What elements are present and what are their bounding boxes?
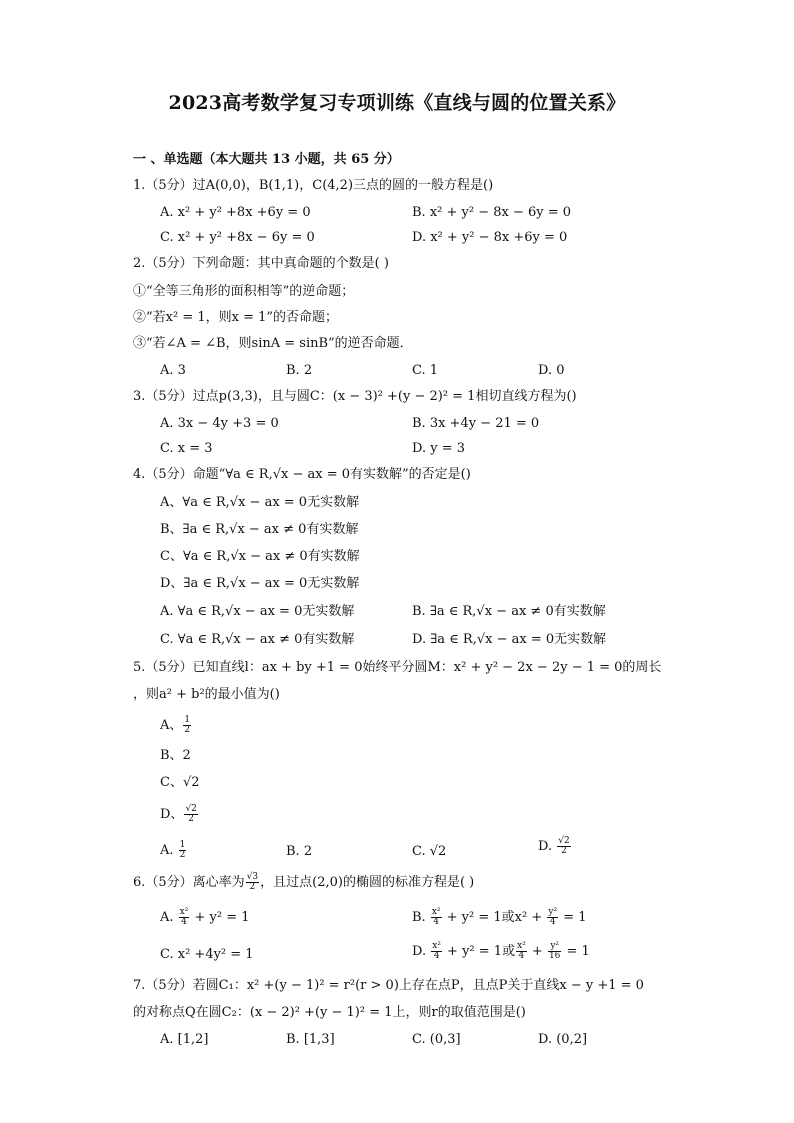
q5-list-b: B、2	[160, 748, 191, 763]
q4-option-c: C. ∀a ∈ R,√x − ax ≠ 0有实数解	[160, 632, 355, 647]
q4-option-a: A. ∀a ∈ R,√x − ax = 0无实数解	[160, 604, 355, 619]
q4-list-d: D、∃a ∈ R,√x − ax = 0无实数解	[160, 576, 360, 591]
q1-option-d: D. x² + y² − 8x +6y = 0	[412, 230, 568, 245]
q7-option-d: D. (0,2]	[538, 1032, 588, 1047]
q6-option-c: C. x² +4y² = 1	[160, 947, 254, 962]
q5-option-c: C. √2	[412, 844, 447, 859]
question-2-stem: 2.（5分）下列命题：其中真命题的个数是( )	[133, 256, 389, 271]
q5-option-d: D. $\frac{√2}{2}$	[538, 836, 570, 856]
q4-list-a: A、∀a ∈ R,√x − ax = 0无实数解	[160, 495, 360, 510]
q5-option-a: A. $\frac{1}{2}$	[160, 840, 186, 860]
q3-option-d: D. y = 3	[412, 441, 465, 456]
q4-option-d: D. ∃a ∈ R,√x − ax = 0无实数解	[412, 632, 607, 647]
question-7-stem-line-2: 的对称点Q在圆C₂：(x − 2)² +(y − 1)² = 1上，则r的取值范围是()	[133, 1005, 526, 1020]
q1-option-a: A. x² + y² +8x +6y = 0	[160, 205, 311, 220]
question-6-stem: 6.（5分）离心率为 $\frac{√3}{2}$ ，且过点(2,0)的椭圆的标准方程是( )	[133, 872, 475, 892]
q2-option-b: B. 2	[286, 363, 313, 378]
q4-option-b: B. ∃a ∈ R,√x − ax ≠ 0有实数解	[412, 604, 606, 619]
q7-option-b: B. [1,3]	[286, 1032, 335, 1047]
q6-option-d: D. $\frac{\text{x²}}{4}$ + y² = 1或 $\frac{\text{x²}}{4}$ + $\frac{\text{y²}}{16}$ = 1	[412, 941, 590, 961]
q2-option-d: D. 0	[538, 363, 565, 378]
q1-option-c: C. x² + y² +8x − 6y = 0	[160, 230, 315, 245]
question-5-stem-line-2: ，则a² + b²的最小值为()	[133, 687, 280, 702]
q3-option-a: A. 3x − 4y +3 = 0	[160, 416, 279, 431]
q3-option-c: C. x = 3	[160, 441, 213, 456]
page-title: 2023高考数学复习专项训练《直线与圆的位置关系》	[168, 92, 626, 114]
q2-option-c: C. 1	[412, 363, 439, 378]
q3-option-b: B. 3x +4y − 21 = 0	[412, 416, 540, 431]
q2-option-a: A. 3	[160, 363, 186, 378]
question-4-stem: 4.（5分）命题“∀a ∈ R,√x − ax = 0有实数解”的否定是()	[133, 467, 471, 482]
fraction: $\frac{√2}{2}$	[185, 804, 197, 824]
q6-option-b: B. $\frac{\text{x²}}{4}$ + y² = 1或x² + $\frac{\text{y²}}{4}$ = 1	[412, 907, 587, 927]
q5-list-a: A、 $\frac{1}{2}$	[160, 715, 191, 735]
q2-statement-2: ②“若x² = 1，则x = 1”的否命题；	[133, 310, 339, 325]
q1-option-b: B. x² + y² − 8x − 6y = 0	[412, 205, 572, 220]
q7-option-a: A. [1,2]	[160, 1032, 209, 1047]
section-header: 一 、单选题（本大题共 13 小题，共 65 分）	[133, 152, 400, 167]
fraction: $\frac{1}{2}$	[179, 840, 186, 860]
q2-statement-1: ①“全等三角形的面积相等”的逆命题；	[133, 284, 355, 299]
q5-list-d: D、 $\frac{√2}{2}$	[160, 804, 197, 824]
q7-option-c: C. (0,3]	[412, 1032, 461, 1047]
question-1-stem: 1.（5分）过A(0,0)，B(1,1)，C(4,2)三点的圆的一般方程是()	[133, 178, 494, 193]
fraction: $\frac{\text{x²}}{4}$	[432, 941, 441, 961]
fraction: $\frac{\text{x²}}{4}$	[517, 941, 526, 961]
q6-option-a: A. $\frac{\text{x²}}{4}$ + y² = 1	[160, 907, 250, 927]
fraction: $\frac{1}{2}$	[184, 715, 191, 735]
q4-list-c: C、∀a ∈ R,√x − ax ≠ 0有实数解	[160, 549, 360, 564]
question-5-stem-line-1: 5.（5分）已知直线l：ax + by +1 = 0始终平分圆M：x² + y² − 2x − 2y − 1 = 0的周长	[133, 660, 662, 675]
q5-option-b: B. 2	[286, 844, 313, 859]
fraction: $\frac{\text{x²}}{4}$	[179, 907, 189, 927]
question-7-stem-line-1: 7.（5分）若圆C₁：x² +(y − 1)² = r²(r > 0)上存在点P，且点P关于直线x − y +1 = 0	[133, 978, 644, 993]
fraction: $\frac{\text{y²}}{16}$	[548, 941, 561, 961]
fraction: $\frac{√3}{2}$	[246, 872, 259, 892]
q2-statement-3: ③“若∠A = ∠B，则sinA = sinB”的逆否命题．	[133, 336, 413, 351]
question-3-stem: 3.（5分）过点p(3,3)，且与圆C：(x − 3)² +(y − 2)² = 1相切直线方程为()	[133, 389, 577, 404]
q5-list-c: C、√2	[160, 775, 200, 790]
fraction: $\frac{\text{y²}}{4}$	[548, 907, 558, 927]
fraction: $\frac{\text{x²}}{4}$	[431, 907, 441, 927]
q4-list-b: B、∃a ∈ R,√x − ax ≠ 0有实数解	[160, 522, 359, 537]
fraction: $\frac{√2}{2}$	[558, 836, 570, 856]
